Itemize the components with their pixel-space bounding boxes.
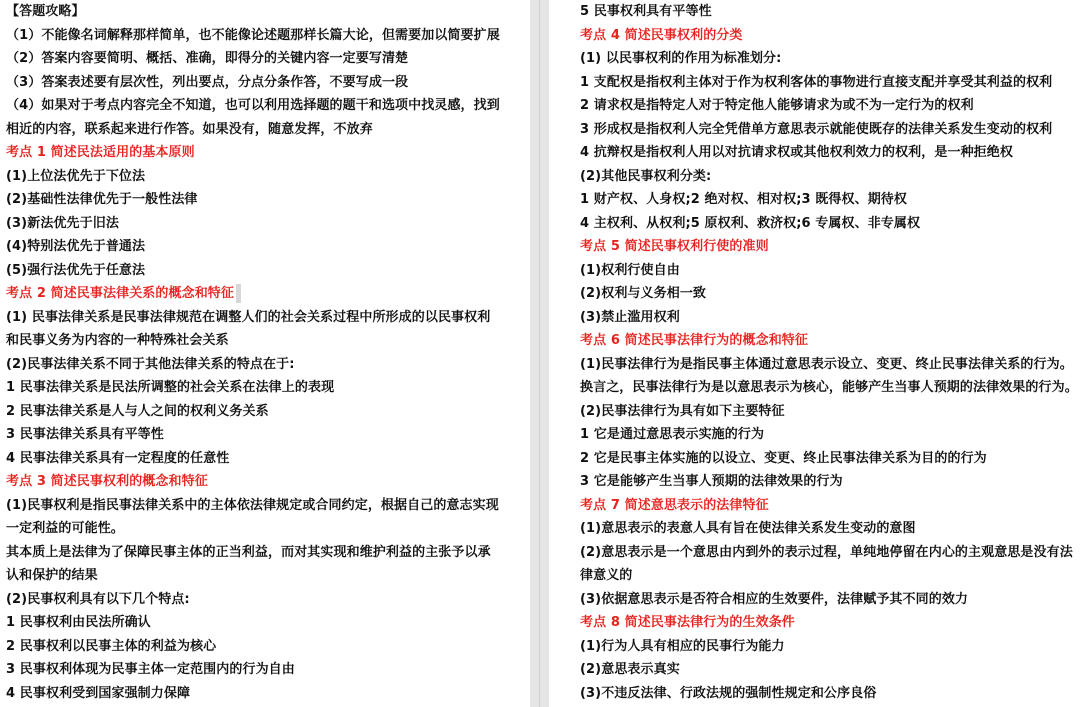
text-line	[580, 400, 1080, 424]
text-line	[580, 47, 1080, 71]
line-text: 换言之，民事法律行为是以意思表示为核心，能够产生当事人预期的法律效果的行为。	[580, 380, 1078, 395]
line-text: (1)民事法律行为是指民事主体通过意思表示设立、变更、终止民事法律关系的行为。	[580, 356, 1073, 372]
text-line	[6, 494, 530, 518]
line-text: (2)权利与义务相一致	[580, 286, 707, 301]
line-text: 【答题攻略】	[6, 4, 85, 19]
line-text: (2)基础性法律优先于一般性法律	[6, 192, 198, 207]
line-text: 3 它是能够产生当事人预期的法律效果的行为	[580, 474, 843, 489]
section-heading	[580, 24, 1080, 48]
text-line	[580, 306, 1080, 330]
line-text: (5)强行法优先于任意法	[6, 262, 146, 278]
text-line	[6, 447, 530, 471]
line-text: （2）答案内容要简明、概括、准确，即得分的关键内容一定要写清楚	[6, 51, 409, 66]
text-line	[580, 141, 1080, 165]
text-cursor	[236, 284, 241, 303]
line-text: (2)民事法律行为具有如下主要特征	[580, 403, 785, 419]
text-line	[6, 212, 530, 236]
line-text: (2)民事法律关系不同于其他法律关系的特点在于:	[6, 356, 295, 372]
line-text: (2)民事权利具有以下几个特点:	[6, 591, 190, 607]
section-heading	[580, 494, 1080, 518]
text-line	[6, 71, 530, 95]
line-text: 考点 3 简述民事权利的概念和特征	[6, 474, 208, 489]
line-text: 3 形成权是指权利人完全凭借单方意思表示就能使既存的法律关系发生变动的权利	[580, 121, 1053, 137]
section-heading	[580, 611, 1080, 635]
text-line	[6, 329, 530, 353]
page-divider	[539, 0, 540, 707]
line-text: 考点 8 简述民事法律行为的生效条件	[580, 615, 795, 630]
text-line	[580, 188, 1080, 212]
line-text: (1)意思表示的表意人具有旨在使法律关系发生变动的意图	[580, 521, 916, 536]
text-line	[6, 588, 530, 612]
line-text: (4)特别法优先于普通法	[6, 239, 146, 254]
section-heading	[580, 329, 1080, 353]
line-text: 其本质上是法律为了保障民事主体的正当利益，而对其实现和维护利益的主张予以承	[6, 544, 491, 560]
line-text: 考点 7 简述意思表示的法律特征	[580, 497, 769, 513]
line-text: (1)上位法优先于下位法	[6, 168, 146, 184]
line-text: (2)意思表示是一个意思由内到外的表示过程，单纯地停留在内心的主观意思是没有法	[580, 544, 1073, 560]
text-line	[6, 47, 530, 71]
line-text: 1 民事法律关系是民法所调整的社会关系在法律上的表现	[6, 380, 335, 395]
section-heading	[6, 141, 530, 165]
line-text: (2)意思表示真实	[580, 662, 680, 677]
text-line	[580, 682, 1080, 706]
section-heading	[6, 282, 530, 306]
document-page-right	[549, 0, 1080, 707]
text-line	[6, 423, 530, 447]
document-page-left	[0, 0, 530, 707]
text-line	[6, 94, 530, 118]
line-text: 考点 6 简述民事法律行为的概念和特征	[580, 333, 808, 348]
line-text: (1)权利行使自由	[580, 262, 680, 278]
text-line	[580, 658, 1080, 682]
line-text: 考点 5 简述民事权利行使的准则	[580, 239, 769, 254]
text-line	[580, 94, 1080, 118]
text-line	[6, 635, 530, 659]
text-line	[580, 212, 1080, 236]
line-text: 2 请求权是指特定人对于特定他人能够请求为或不为一定行为的权利	[580, 98, 974, 113]
line-text: 4 主权利、从权利;5 原权利、救济权;6 专属权、非专属权	[580, 215, 921, 231]
text-line	[6, 658, 530, 682]
line-text: 4 民事权利受到国家强制力保障	[6, 685, 191, 701]
text-line	[580, 353, 1080, 377]
line-text: （3）答案表述要有层次性，列出要点，分点分条作答，不要写成一段	[6, 74, 409, 90]
text-line	[6, 0, 530, 24]
text-line	[580, 0, 1080, 24]
text-line	[580, 588, 1080, 612]
line-text: （1）不能像名词解释那样简单，也不能像论述题那样长篇大论，但需要加以简要扩展	[6, 27, 500, 43]
line-text: 1 财产权、人身权;2 绝对权、相对权;3 既得权、期待权	[580, 192, 908, 207]
text-line	[580, 259, 1080, 283]
text-line	[6, 188, 530, 212]
text-line	[580, 118, 1080, 142]
line-text: 2 民事权利以民事主体的利益为核心	[6, 638, 217, 654]
line-text: (2)其他民事权利分类:	[580, 168, 712, 184]
line-text: 2 它是民事主体实施的以设立、变更、终止民事法律关系为目的的行为	[580, 450, 987, 466]
line-text: 考点 4 简述民事权利的分类	[580, 27, 743, 43]
text-line	[6, 541, 530, 565]
line-text: 3 民事法律关系具有平等性	[6, 427, 164, 442]
text-line	[580, 71, 1080, 95]
line-text: (3)不违反法律、行政法规的强制性规定和公序良俗	[580, 685, 877, 701]
text-line	[6, 564, 530, 588]
line-text: 律意义的	[580, 568, 633, 583]
text-line	[6, 306, 530, 330]
line-text: 5 民事权利具有平等性	[580, 4, 712, 19]
line-text: （4）如果对于考点内容完全不知道，也可以利用选择题的题干和选项中找灵感，找到	[6, 98, 500, 113]
line-text: (1)行为人具有相应的民事行为能力	[580, 638, 785, 654]
line-text: 2 民事法律关系是人与人之间的权利义务关系	[6, 403, 269, 419]
line-text: 4 民事法律关系具有一定程度的任意性	[6, 450, 230, 466]
line-text: 一定利益的可能性。	[6, 521, 124, 536]
text-line	[580, 517, 1080, 541]
text-line	[6, 259, 530, 283]
section-heading	[6, 470, 530, 494]
line-text: 3 民事权利体现为民事主体一定范围内的行为自由	[6, 662, 295, 677]
text-line	[6, 24, 530, 48]
text-line	[580, 635, 1080, 659]
line-text: 1 它是通过意思表示实施的行为	[580, 427, 765, 442]
line-text: (3)依据意思表示是否符合相应的生效要件，法律赋予其不同的效力	[580, 591, 969, 607]
line-text: (1)民事权利是指民事法律关系中的主体依法律规定或合同约定，根据自己的意志实现	[6, 497, 499, 513]
line-text: 和民事义务为内容的一种特殊社会关系	[6, 333, 229, 348]
line-text: 1 支配权是指权利主体对于作为权利客体的事物进行直接支配并享受其利益的权利	[580, 74, 1053, 90]
text-line	[6, 235, 530, 259]
line-text: (3)新法优先于旧法	[6, 215, 119, 231]
line-text: (3)禁止滥用权利	[580, 309, 680, 325]
text-line	[580, 447, 1080, 471]
text-line	[580, 564, 1080, 588]
text-line	[580, 376, 1080, 400]
text-line	[6, 400, 530, 424]
text-line	[6, 376, 530, 400]
text-line	[580, 470, 1080, 494]
text-line	[580, 423, 1080, 447]
text-line	[580, 282, 1080, 306]
line-text: 考点 1 简述民法适用的基本原则	[6, 145, 195, 160]
line-text: (1) 以民事权利的作用为标准划分:	[580, 51, 782, 66]
text-line	[6, 611, 530, 635]
line-text: (1) 民事法律关系是民事法律规范在调整人们的社会关系过程中所形成的以民事权利	[6, 309, 491, 325]
text-line	[6, 517, 530, 541]
text-line	[6, 682, 530, 706]
text-line	[580, 541, 1080, 565]
section-heading	[580, 235, 1080, 259]
text-line	[6, 353, 530, 377]
line-text: 考点 2 简述民事法律关系的概念和特征	[6, 286, 234, 301]
text-line	[580, 165, 1080, 189]
line-text: 1 民事权利由民法所确认	[6, 615, 151, 630]
line-text: 认和保护的结果	[6, 568, 98, 583]
line-text: 4 抗辩权是指权利人用以对抗请求权或其他权利效力的权利，是一种拒绝权	[580, 145, 1013, 160]
text-line	[6, 165, 530, 189]
line-text: 相近的内容，联系起来进行作答。如果没有，随意发挥，不放弃	[6, 121, 373, 137]
text-line	[6, 118, 530, 142]
